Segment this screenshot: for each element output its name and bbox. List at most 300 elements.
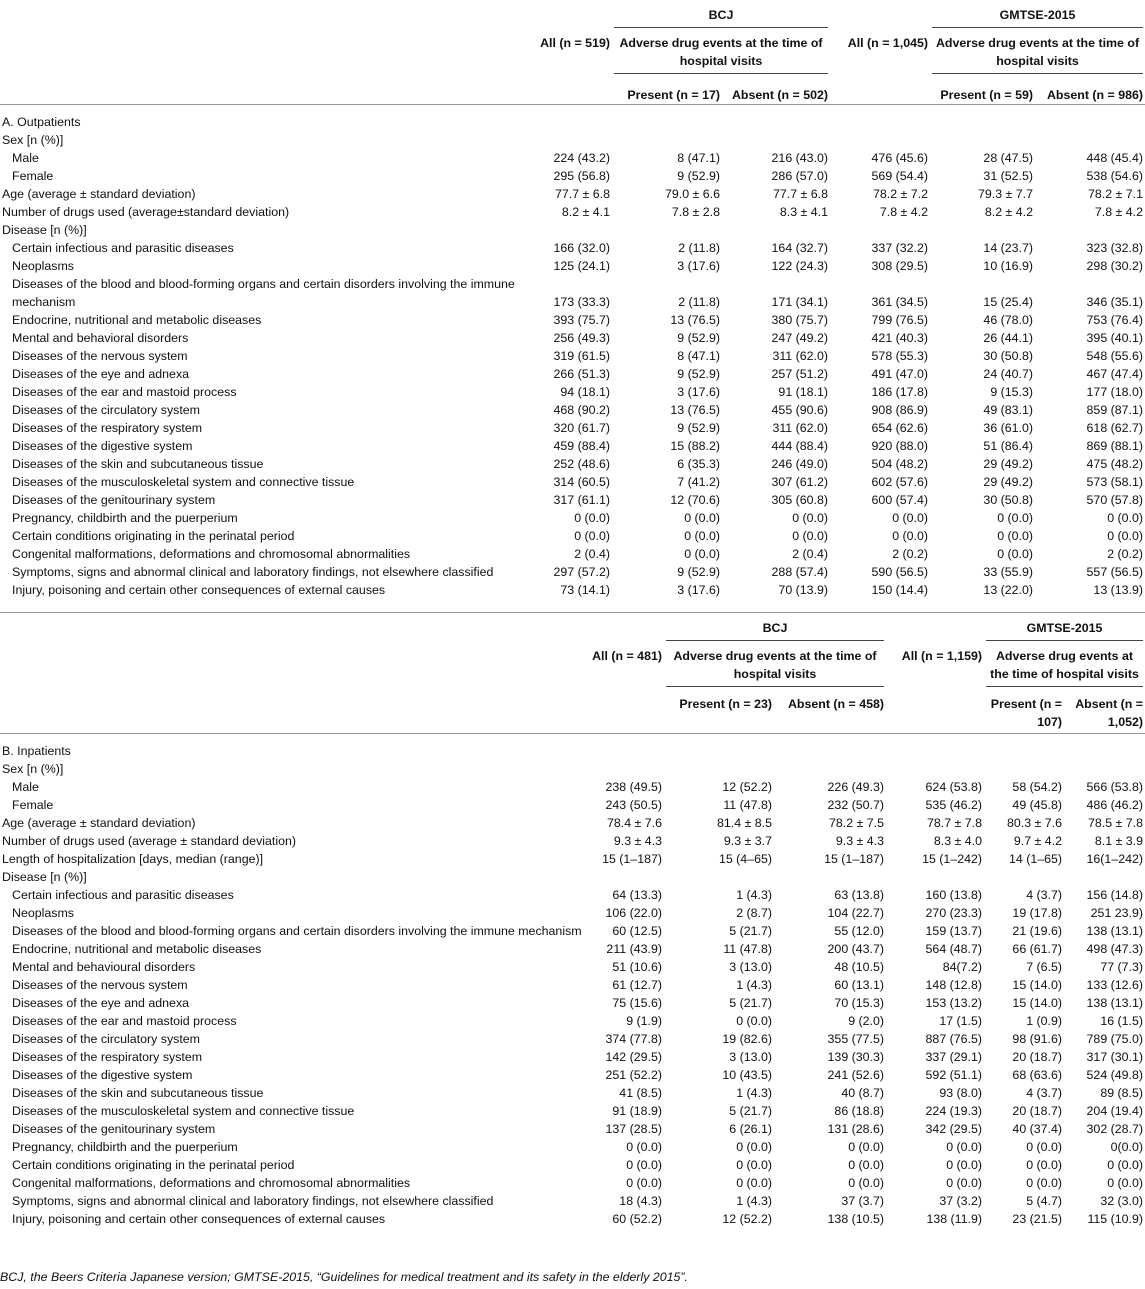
- cell-value: 8.2 ± 4.1: [561, 205, 610, 219]
- cell-value: 4 (3.7): [1026, 887, 1063, 902]
- row-label: Diseases of the musculoskeletal system and connective tissue: [12, 1103, 355, 1118]
- row-label: B. Inpatients: [2, 743, 71, 758]
- cell-value: 241 (52.6): [827, 1067, 885, 1082]
- table-row: [0, 1048, 1145, 1066]
- cell-value: 150 (14.4): [871, 583, 929, 597]
- row-label: Female: [12, 797, 54, 812]
- table-row: [0, 185, 1145, 203]
- table-row: [0, 1174, 1145, 1192]
- cell-value: 5 (21.7): [729, 995, 772, 1010]
- table-row: [0, 1210, 1145, 1228]
- cell-value: 618 (62.7): [1086, 421, 1144, 435]
- cell-value: 11 (47.8): [723, 797, 772, 812]
- cell-value: 557 (56.5): [1086, 565, 1144, 579]
- header-spacer: [0, 687, 572, 734]
- row-label: Age (average ± standard deviation): [2, 815, 196, 830]
- cell-value: 1 (4.3): [736, 887, 772, 902]
- row-label: Sex [n (%)]: [2, 761, 64, 776]
- cell-value: 9 (15.3): [990, 385, 1034, 399]
- cell-value: 10 (16.9): [983, 259, 1034, 273]
- cell-value: 13 (22.0): [983, 583, 1034, 597]
- row-label: Certain infectious and parasitic diseases: [12, 887, 234, 902]
- cell-value: 355 (77.5): [827, 1031, 885, 1046]
- cell-value: 5 (21.7): [729, 1103, 772, 1118]
- cell-value: 566 (53.8): [1086, 779, 1144, 794]
- cell-value: 4 (3.7): [1026, 1085, 1063, 1100]
- cell-value: 41 (8.5): [619, 1085, 662, 1100]
- cell-value: 307 (61.2): [771, 475, 829, 489]
- cell-value: 252 (48.6): [553, 457, 610, 471]
- cell-value: 78.4 ± 7.6: [606, 815, 662, 830]
- cell-value: 18 (4.3): [619, 1193, 662, 1208]
- table-row: [0, 131, 1145, 149]
- cell-value: 14 (1–65): [1008, 851, 1063, 866]
- table-row: [0, 419, 1145, 437]
- cell-value: [722, 221, 830, 239]
- cell-value: 94 (18.1): [560, 385, 610, 399]
- cell-value: 3 (13.0): [729, 1049, 772, 1064]
- cell-value: 20 (18.7): [1012, 1103, 1063, 1118]
- cell-value: 314 (60.5): [553, 475, 610, 489]
- cell-value: 0 (0.0): [848, 1157, 885, 1172]
- row-label: Certain infectious and parasitic diseases: [12, 241, 234, 255]
- cell-value: 0 (0.0): [946, 1139, 983, 1154]
- cell-value: 11 (47.8): [723, 941, 772, 956]
- row-label: Diseases of the digestive system: [12, 1067, 193, 1082]
- table-row: [0, 149, 1145, 167]
- table-row: [0, 796, 1145, 814]
- row-label: Pregnancy, childbirth and the puerperium: [12, 511, 238, 525]
- cell-value: 246 (49.0): [771, 457, 829, 471]
- cell-value: 224 (19.3): [925, 1103, 983, 1118]
- table-row: [0, 832, 1145, 850]
- cell-value: 20 (18.7): [1012, 1049, 1063, 1064]
- cell-value: 311 (62.0): [772, 349, 829, 363]
- cell-value: 51 (86.4): [983, 439, 1034, 453]
- cell-value: 79.3 ± 7.7: [977, 187, 1034, 201]
- cell-value: 48 (10.5): [834, 959, 885, 974]
- cell-value: [830, 105, 930, 132]
- cell-value: [1064, 733, 1145, 760]
- cell-value: 524 (49.8): [1086, 1067, 1144, 1082]
- cell-value: 0 (0.0): [1107, 1175, 1144, 1190]
- table-row: [0, 275, 1145, 311]
- row-label: Injury, poisoning and certain other consequences of external causes: [12, 583, 386, 597]
- cell-value: 78.2 ± 7.1: [1087, 187, 1144, 201]
- row-label: Number of drugs used (average ± standard deviation): [2, 833, 297, 848]
- cell-value: 1 (0.9): [1026, 1013, 1063, 1028]
- cell-value: 139 (30.3): [827, 1049, 885, 1064]
- row-label: Age (average ± standard deviation): [2, 187, 196, 201]
- gmtse-group-header: GMTSE-2015: [930, 0, 1145, 28]
- table-row: [0, 167, 1145, 185]
- cell-value: 21 (19.6): [1012, 923, 1063, 938]
- row-label: Certain conditions originating in the perinatal period: [12, 1157, 295, 1172]
- cell-value: 159 (13.7): [925, 923, 983, 938]
- cell-value: 200 (43.7): [827, 941, 885, 956]
- ade-gmtse-header: Adverse drug events at the time of hospital visits: [930, 28, 1145, 74]
- cell-value: 859 (87.1): [1086, 403, 1144, 417]
- cell-value: 60 (52.2): [612, 1211, 662, 1226]
- cell-value: 0 (0.0): [946, 1157, 983, 1172]
- cell-value: 68 (63.6): [1012, 1067, 1063, 1082]
- cell-value: 78.5 ± 7.8: [1087, 815, 1144, 830]
- cell-value: 9.3 ± 3.7: [723, 833, 772, 848]
- table-row: [0, 922, 1145, 940]
- cell-value: 7 (6.5): [1026, 959, 1063, 974]
- cell-value: 317 (30.1): [1086, 1049, 1144, 1064]
- cell-value: 538 (54.6): [1086, 169, 1144, 183]
- table-row: [0, 1084, 1145, 1102]
- table-row: [0, 329, 1145, 347]
- table-row: [0, 491, 1145, 509]
- cell-value: 2 (11.8): [678, 295, 720, 309]
- cell-value: 0 (0.0): [946, 1175, 983, 1190]
- cell-value: 7 (41.2): [677, 475, 720, 489]
- cell-value: 251 (52.2): [605, 1067, 662, 1082]
- cell-value: 133 (12.6): [1086, 977, 1144, 992]
- cell-value: 0 (0.0): [848, 1175, 885, 1190]
- cell-value: 164 (32.7): [771, 241, 829, 255]
- cell-value: [930, 131, 1035, 149]
- row-label: Congenital malformations, deformations and chromosomal abnormalities: [12, 547, 411, 561]
- cell-value: [774, 760, 886, 778]
- cell-value: [830, 131, 930, 149]
- cell-value: 73 (14.1): [560, 583, 610, 597]
- cell-value: 2 (0.2): [1107, 547, 1144, 561]
- cell-value: 8.3 ± 4.1: [779, 205, 829, 219]
- cell-value: 28 (47.5): [983, 151, 1034, 165]
- cell-value: 36 (61.0): [983, 421, 1034, 435]
- cell-value: 60 (13.1): [834, 977, 885, 992]
- cell-value: 5 (4.7): [1026, 1193, 1063, 1208]
- cell-value: 0 (0.0): [1026, 1139, 1063, 1154]
- cell-value: 920 (88.0): [871, 439, 929, 453]
- cell-value: 319 (61.5): [553, 349, 610, 363]
- cell-value: 166 (32.0): [553, 241, 610, 255]
- cell-value: 77.7 ± 6.8: [554, 187, 610, 201]
- cell-value: 257 (51.2): [771, 367, 829, 381]
- cell-value: 0(0.0): [1110, 1139, 1144, 1154]
- cell-value: 0 (0.0): [792, 511, 829, 525]
- cell-value: 13 (13.9): [1093, 583, 1144, 597]
- cell-value: 80.3 ± 7.6: [1006, 815, 1063, 830]
- cell-value: 9 (52.9): [677, 169, 720, 183]
- table-row: [0, 203, 1145, 221]
- cell-value: 256 (49.3): [553, 331, 610, 345]
- cell-value: 569 (54.4): [871, 169, 929, 183]
- row-label: Diseases of the circulatory system: [12, 403, 200, 417]
- table-row: [0, 778, 1145, 796]
- table-row: [0, 105, 1145, 132]
- row-label: Injury, poisoning and certain other consequences of external causes: [12, 1211, 386, 1226]
- cell-value: [572, 868, 664, 886]
- cell-value: 12 (52.2): [722, 779, 772, 794]
- cell-value: 211 (43.9): [606, 941, 662, 956]
- cell-value: 2 (8.7): [736, 905, 772, 920]
- row-label: Diseases of the ear and mastoid process: [12, 385, 237, 399]
- cell-value: [984, 868, 1064, 886]
- row-label: Diseases of the skin and subcutaneous tissue: [12, 1085, 264, 1100]
- table-row: [0, 1102, 1145, 1120]
- cell-value: 0 (0.0): [684, 511, 720, 525]
- cell-value: 421 (40.3): [871, 331, 929, 345]
- cell-value: 311 (62.0): [772, 421, 829, 435]
- cell-value: 78.2 ± 7.2: [872, 187, 929, 201]
- present-gmtse-header: Present (n = 59): [930, 74, 1035, 105]
- table-row: [0, 1192, 1145, 1210]
- cell-value: 12 (70.6): [670, 493, 720, 507]
- cell-value: 2 (0.2): [892, 547, 929, 561]
- cell-value: 137 (28.5): [605, 1121, 662, 1136]
- cell-value: 1 (4.3): [736, 1085, 772, 1100]
- table-row: [0, 814, 1145, 832]
- cell-value: [612, 105, 722, 132]
- absent-gmtse-header: Absent (n = 986): [1035, 74, 1145, 105]
- cell-value: 49 (83.1): [983, 403, 1034, 417]
- cell-value: [774, 733, 886, 760]
- header-spacer: [830, 0, 930, 28]
- row-label: A. Outpatients: [2, 115, 81, 129]
- cell-value: 0 (0.0): [997, 511, 1034, 525]
- cell-value: 0 (0.0): [848, 1139, 885, 1154]
- table-footnote: BCJ, the Beers Criteria Japanese version; GMTSE-2015, “Guidelines for medical treatment and its safety in the elderly 2015”.: [0, 1270, 689, 1284]
- cell-value: 535 (46.2): [925, 797, 983, 812]
- cell-value: 380 (75.7): [771, 313, 829, 327]
- cell-value: 17 (1.5): [939, 1013, 983, 1028]
- cell-value: 8 (47.1): [677, 151, 720, 165]
- cell-value: 444 (88.4): [771, 439, 829, 453]
- cell-value: [722, 105, 830, 132]
- cell-value: 302 (28.7): [1086, 1121, 1144, 1136]
- cell-value: 0 (0.0): [736, 1139, 772, 1154]
- table-row: [0, 1012, 1145, 1030]
- row-label: Diseases of the eye and adnexa: [12, 367, 190, 381]
- table-row: [0, 221, 1145, 239]
- cell-value: [1035, 221, 1145, 239]
- present-bcj-header: Present (n = 23): [664, 687, 774, 734]
- row-label: Diseases of the circulatory system: [12, 1031, 200, 1046]
- cell-value: 37 (3.7): [841, 1193, 885, 1208]
- cell-value: 33 (55.9): [983, 565, 1034, 579]
- row-label: Neoplasms: [12, 905, 74, 920]
- cell-value: 64 (13.3): [612, 887, 662, 902]
- cell-value: 24 (40.7): [983, 367, 1034, 381]
- cell-value: 251 23.9): [1090, 905, 1144, 920]
- cell-value: 448 (45.4): [1086, 151, 1144, 165]
- cell-value: 1 (4.3): [736, 1193, 772, 1208]
- cell-value: [886, 733, 984, 760]
- cell-value: 125 (24.1): [553, 259, 610, 273]
- cell-value: 1 (4.3): [736, 977, 772, 992]
- cell-value: 305 (60.8): [771, 493, 829, 507]
- header-spacer: [572, 687, 664, 734]
- cell-value: 40 (8.7): [841, 1085, 885, 1100]
- cell-value: 226 (49.3): [827, 779, 885, 794]
- cell-value: [572, 760, 664, 778]
- cell-value: 578 (55.3): [871, 349, 929, 363]
- table-row: [0, 527, 1145, 545]
- row-label: Length of hospitalization [days, median (range)]: [2, 851, 264, 866]
- cell-value: 2 (0.4): [792, 547, 829, 561]
- cell-value: 204 (19.4): [1086, 1103, 1144, 1118]
- cell-value: 0 (0.0): [736, 1013, 772, 1028]
- cell-value: [886, 760, 984, 778]
- cell-value: 0 (0.0): [626, 1175, 662, 1190]
- cell-value: 91 (18.9): [612, 1103, 662, 1118]
- row-label: Diseases of the eye and adnexa: [12, 995, 190, 1010]
- cell-value: 887 (76.5): [925, 1031, 983, 1046]
- cell-value: 84(7.2): [942, 959, 983, 974]
- cell-value: 216 (43.0): [771, 151, 829, 165]
- cell-value: 7.8 ± 2.8: [671, 205, 720, 219]
- table-row: [0, 365, 1145, 383]
- cell-value: 19 (17.8): [1012, 905, 1063, 920]
- cell-value: [830, 221, 930, 239]
- cell-value: 8.1 ± 3.9: [1094, 833, 1144, 848]
- cell-value: 570 (57.8): [1086, 493, 1144, 507]
- cell-value: 23 (21.5): [1012, 1211, 1063, 1226]
- cell-value: 317 (61.1): [553, 493, 610, 507]
- cell-value: 30 (50.8): [983, 349, 1034, 363]
- cell-value: 654 (62.6): [871, 421, 929, 435]
- table-row: [0, 311, 1145, 329]
- cell-value: 15 (4–65): [718, 851, 772, 866]
- table-row: [0, 347, 1145, 365]
- present-bcj-header: Present (n = 17): [612, 74, 722, 105]
- cell-value: 0 (0.0): [736, 1157, 772, 1172]
- table-row: [0, 1156, 1145, 1174]
- cell-value: 6 (35.3): [677, 457, 720, 471]
- all-bcj-header: All (n = 481): [592, 648, 662, 663]
- cell-value: 26 (44.1): [983, 331, 1034, 345]
- cell-value: 93 (8.0): [939, 1085, 983, 1100]
- row-label: Diseases of the respiratory system: [12, 421, 203, 435]
- cell-value: 138 (10.5): [827, 1211, 885, 1226]
- row-label: Female: [12, 169, 54, 183]
- cell-value: 753 (76.4): [1086, 313, 1144, 327]
- table-row: [0, 239, 1145, 257]
- cell-value: 173 (33.3): [553, 295, 610, 309]
- cell-value: 308 (29.5): [871, 259, 929, 273]
- cell-value: 467 (47.4): [1086, 367, 1144, 381]
- absent-bcj-header: Absent (n = 502): [722, 74, 830, 105]
- cell-value: 160 (13.8): [925, 887, 983, 902]
- cell-value: 186 (17.8): [871, 385, 929, 399]
- cell-value: 337 (32.2): [871, 241, 929, 255]
- header-spacer: [830, 74, 930, 105]
- cell-value: 476 (45.6): [871, 151, 929, 165]
- table-row: [0, 850, 1145, 868]
- cell-value: 0 (0.0): [1107, 1157, 1144, 1172]
- table-row: [0, 886, 1145, 904]
- cell-value: 7.8 ± 4.2: [1094, 205, 1144, 219]
- cell-value: [1035, 131, 1145, 149]
- table-row: [0, 976, 1145, 994]
- cell-value: 602 (57.6): [871, 475, 929, 489]
- cell-value: 13 (76.5): [670, 313, 720, 327]
- cell-value: [886, 868, 984, 886]
- cell-value: 298 (30.2): [1086, 259, 1144, 273]
- row-label: Diseases of the respiratory system: [12, 1049, 203, 1064]
- cell-value: 455 (90.6): [771, 403, 829, 417]
- row-label: Pregnancy, childbirth and the puerperium: [12, 1139, 238, 1154]
- header-spacer: [520, 0, 612, 28]
- gmtse-group-header: GMTSE-2015: [984, 613, 1145, 641]
- all-bcj-header: All (n = 519): [540, 36, 610, 50]
- row-label: Disease [n (%)]: [2, 223, 87, 237]
- cell-value: 70 (13.9): [778, 583, 829, 597]
- cell-value: 9 (1.9): [626, 1013, 662, 1028]
- cell-value: 288 (57.4): [771, 565, 829, 579]
- ade-gmtse-header: Adverse drug events at the time of hospital visits: [984, 641, 1145, 687]
- cell-value: 2 (0.4): [574, 547, 610, 561]
- cell-value: [664, 760, 774, 778]
- header-spacer: [0, 28, 520, 74]
- cell-value: 77 (7.3): [1100, 959, 1144, 974]
- cell-value: [1064, 868, 1145, 886]
- cell-value: 3 (17.6): [677, 259, 720, 273]
- cell-value: 0 (0.0): [1026, 1175, 1063, 1190]
- cell-value: 869 (88.1): [1086, 439, 1144, 453]
- cell-value: 15 (14.0): [1012, 995, 1063, 1010]
- all-gmtse-header: All (n = 1,159): [901, 648, 983, 663]
- cell-value: 247 (49.2): [771, 331, 829, 345]
- table-row: [0, 1120, 1145, 1138]
- cell-value: 475 (48.2): [1086, 457, 1144, 471]
- cell-value: 3 (17.6): [677, 583, 720, 597]
- cell-value: [520, 221, 612, 239]
- header-spacer: [0, 0, 520, 28]
- cell-value: 0 (0.0): [892, 511, 929, 525]
- cell-value: 3 (17.6): [677, 385, 720, 399]
- cell-value: 270 (23.3): [925, 905, 983, 920]
- row-label: Diseases of the musculoskeletal system and connective tissue: [12, 475, 355, 489]
- cell-value: 19 (82.6): [722, 1031, 772, 1046]
- cell-value: 0 (0.0): [626, 1157, 662, 1172]
- cell-value: 374 (77.8): [605, 1031, 662, 1046]
- cell-value: 81.4 ± 8.5: [716, 815, 772, 830]
- cell-value: 156 (14.8): [1086, 887, 1144, 902]
- cell-value: 16(1–242): [1086, 851, 1144, 866]
- cell-value: 61 (12.7): [612, 977, 662, 992]
- table-row: [0, 1066, 1145, 1084]
- cell-value: 29 (49.2): [983, 475, 1034, 489]
- ade-bcj-header: Adverse drug events at the time of hospital visits: [612, 28, 830, 74]
- inpatients-table: [0, 612, 1145, 1228]
- table-row: [0, 868, 1145, 886]
- cell-value: 106 (22.0): [605, 905, 662, 920]
- table-row: [0, 581, 1145, 599]
- row-label: Certain conditions originating in the perinatal period: [12, 529, 295, 543]
- cell-value: 395 (40.1): [1086, 331, 1144, 345]
- table-row: [0, 545, 1145, 563]
- table-row: [0, 994, 1145, 1012]
- header-spacer: [572, 613, 664, 641]
- cell-value: 9 (52.9): [677, 331, 720, 345]
- cell-value: 63 (13.8): [834, 887, 885, 902]
- row-label: Male: [12, 779, 39, 794]
- row-label: Congenital malformations, deformations and chromosomal abnormalities: [12, 1175, 411, 1190]
- row-label: Disease [n (%)]: [2, 869, 87, 884]
- cell-value: 393 (75.7): [553, 313, 610, 327]
- cell-value: [984, 760, 1064, 778]
- table-row: [0, 563, 1145, 581]
- cell-value: 10 (43.5): [722, 1067, 772, 1082]
- row-label: Symptoms, signs and abnormal clinical and laboratory findings, not elsewhere classified: [12, 565, 494, 579]
- header-spacer: [886, 613, 984, 641]
- cell-value: 98 (91.6): [1012, 1031, 1063, 1046]
